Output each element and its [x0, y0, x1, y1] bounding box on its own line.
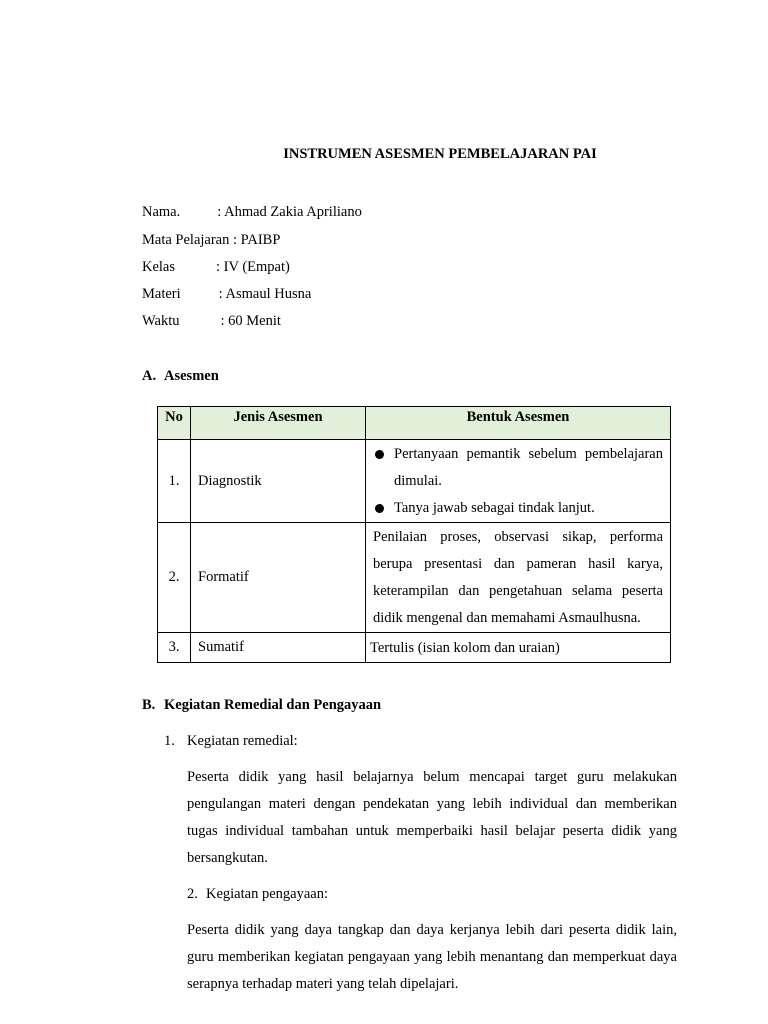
info-label: Waktu: [142, 313, 180, 329]
section-a-heading: [142, 368, 219, 385]
section-title: Kegiatan Remedial dan Pengayaan: [164, 697, 382, 713]
list-label: Kegiatan pengayaan:: [206, 886, 328, 902]
bullet-icon: [375, 450, 384, 459]
document-title: INSTRUMEN ASESMEN PEMBELAJARAN PAI: [283, 146, 597, 162]
info-label: Materi: [142, 286, 181, 302]
assessment-table: [157, 406, 671, 663]
bullet-text: Tanya jawab sebagai tindak lanjut.: [394, 500, 595, 516]
info-waktu: [142, 311, 281, 331]
info-label: Nama.: [142, 204, 181, 220]
header-jenis-asesmen: Jenis Asesmen: [191, 407, 366, 440]
list-item-remedial: [164, 733, 298, 750]
info-value: : Asmaul Husna: [218, 286, 312, 302]
cell-no: 2.: [158, 523, 191, 633]
info-mata-pelajaran: [142, 230, 280, 250]
cell-jenis: Sumatif: [191, 633, 366, 663]
info-label: Mata Pelajaran: [142, 232, 230, 248]
list-number: 2.: [187, 886, 198, 902]
table-row: [158, 440, 671, 523]
bullet-item: [373, 495, 663, 522]
cell-bentuk: [366, 440, 671, 523]
info-materi: [142, 284, 311, 304]
cell-bentuk: Tertulis (isian kolom dan uraian): [366, 633, 671, 663]
header-no: No: [158, 407, 191, 440]
section-number: A.: [142, 368, 157, 384]
section-b-heading: [142, 697, 381, 714]
bullet-text: Pertanyaan pemantik sebelum pembelajaran dimulai.: [394, 446, 663, 489]
info-label: Kelas: [142, 259, 176, 275]
cell-jenis: Diagnostik: [191, 440, 366, 523]
info-kelas: [142, 257, 290, 277]
cell-no: 3.: [158, 633, 191, 663]
table-row: [158, 523, 671, 633]
list-number: 1.: [164, 733, 175, 749]
info-value: : Ahmad Zakia Apriliano: [217, 204, 362, 220]
bullet-icon: [375, 504, 384, 513]
info-value: : IV (Empat): [216, 259, 290, 275]
bullet-item: [373, 441, 663, 495]
cell-bentuk: Penilaian proses, observasi sikap, performa berupa presentasi dan pameran hasil karya, keterampilan dan pengetahuan selama peserta didik mengenal dan memahami Asmaulhusna.: [366, 523, 671, 633]
list-item-pengayaan: [187, 886, 328, 903]
section-title: Asesmen: [164, 368, 219, 384]
info-value: : PAIBP: [229, 232, 281, 248]
remedial-paragraph: Peserta didik yang hasil belajarnya belum mencapai target guru melakukan pengulangan materi dengan pendekatan yang lebih individual dan memberikan tugas individual tambahan untuk memperbaiki hasil belajar peserta didik yang bersangkutan.: [187, 769, 677, 866]
table-row: [158, 633, 671, 663]
cell-no: 1.: [158, 440, 191, 523]
section-number: B.: [142, 697, 156, 713]
info-nama: [142, 202, 362, 222]
pengayaan-paragraph: Peserta didik yang daya tangkap dan daya kerjanya lebih dari peserta didik lain, guru memberikan kegiatan pengayaan yang lebih menantang dan memperkuat daya serapnya terhadap materi yang telah dipelajari.: [187, 922, 677, 992]
list-label: Kegiatan remedial:: [187, 733, 298, 749]
info-value: : 60 Menit: [220, 313, 281, 329]
cell-jenis: Formatif: [191, 523, 366, 633]
table-header-row: [158, 407, 671, 440]
header-bentuk-asesmen: Bentuk Asesmen: [366, 407, 671, 440]
